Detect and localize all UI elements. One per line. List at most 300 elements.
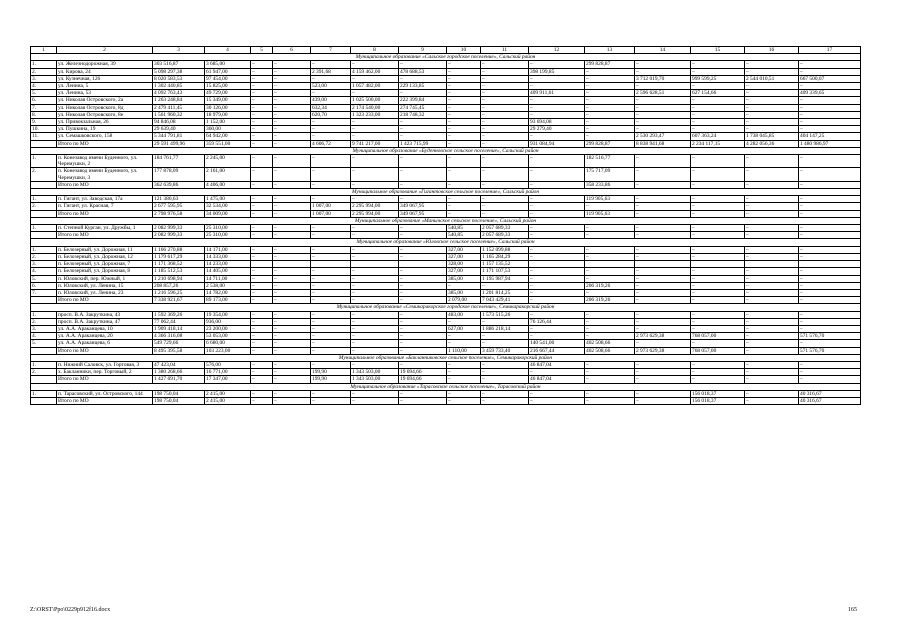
value-cell: 2 161,00: [205, 168, 251, 181]
value-cell: –: [251, 61, 273, 68]
value-cell: 402 508,66: [585, 340, 635, 347]
value-cell: –: [481, 376, 529, 383]
value-cell: –: [273, 104, 311, 111]
value-cell: 768 057,00: [691, 333, 745, 340]
value-cell: 4 606,72: [311, 140, 351, 147]
column-number-cell: 1: [31, 47, 57, 54]
value-cell: –: [745, 340, 799, 347]
value-cell: –: [311, 155, 351, 168]
value-cell: –: [481, 181, 529, 188]
value-cell: –: [351, 275, 399, 282]
value-cell: 2 174 540,00: [351, 104, 399, 111]
column-number-cell: 9: [399, 47, 447, 54]
value-cell: 540,85: [447, 232, 481, 239]
value-cell: –: [351, 133, 399, 140]
row-number-cell: [31, 210, 57, 217]
total-row: [31, 376, 861, 383]
value-cell: 47 423,04: [153, 361, 205, 368]
value-cell: –: [447, 68, 481, 75]
value-cell: –: [635, 126, 691, 133]
value-cell: 349 067,95: [399, 210, 447, 217]
value-cell: –: [799, 119, 861, 126]
address-cell: п. Юловский, ул. Ленина, 23: [57, 289, 153, 296]
value-cell: –: [745, 210, 799, 217]
value-cell: 632,34: [311, 104, 351, 111]
address-cell: ул. Железнодорожная, 39: [57, 61, 153, 68]
section-title-row: [31, 239, 861, 246]
value-cell: –: [251, 203, 273, 210]
value-cell: –: [399, 253, 447, 260]
value-cell: 49 729,00: [205, 90, 251, 97]
value-cell: –: [481, 133, 529, 140]
value-cell: –: [585, 90, 635, 97]
value-cell: 385,00: [447, 275, 481, 282]
table-row: [31, 253, 861, 260]
row-number-cell: 4.: [31, 83, 57, 90]
value-cell: –: [799, 275, 861, 282]
value-cell: –: [585, 119, 635, 126]
row-number-cell: 6.: [31, 97, 57, 104]
value-cell: –: [447, 333, 481, 340]
address-cell: Итого по МО: [57, 397, 153, 404]
value-cell: –: [481, 196, 529, 203]
value-cell: –: [311, 119, 351, 126]
value-cell: –: [251, 246, 273, 253]
value-cell: –: [447, 361, 481, 368]
value-cell: 1 263 248,84: [153, 97, 205, 104]
column-number-cell: 4: [205, 47, 251, 54]
value-cell: 119 905,63: [585, 196, 635, 203]
value-cell: 1 007,00: [311, 210, 351, 217]
value-cell: 2 295 994,00: [351, 210, 399, 217]
value-cell: –: [635, 289, 691, 296]
table-row: [31, 361, 861, 368]
value-cell: –: [799, 232, 861, 239]
table-row: [31, 119, 861, 126]
value-cell: 523,00: [311, 83, 351, 90]
value-cell: –: [251, 196, 273, 203]
value-cell: 119 905,63: [585, 210, 635, 217]
register-table: [30, 46, 861, 405]
column-number-cell: 8: [351, 47, 399, 54]
value-cell: –: [585, 68, 635, 75]
value-cell: 175 717,09: [585, 168, 635, 181]
value-cell: –: [481, 75, 529, 82]
value-cell: 5 344 791,81: [153, 133, 205, 140]
table-row: [31, 261, 861, 268]
value-cell: –: [481, 68, 529, 75]
value-cell: –: [691, 232, 745, 239]
value-cell: –: [251, 347, 273, 354]
row-number-cell: 9.: [31, 119, 57, 126]
value-cell: –: [399, 225, 447, 232]
value-cell: –: [585, 318, 635, 325]
value-cell: 1 343 503,00: [351, 376, 399, 383]
value-cell: –: [273, 97, 311, 104]
column-number-cell: 3: [153, 47, 205, 54]
address-cell: п. Конезавод имени Буденного, ул. Черемушки, 2: [57, 155, 153, 168]
value-cell: –: [351, 181, 399, 188]
value-cell: –: [635, 181, 691, 188]
value-cell: –: [635, 297, 691, 304]
value-cell: 3 685,00: [205, 61, 251, 68]
value-cell: –: [585, 126, 635, 133]
value-cell: –: [399, 268, 447, 275]
table-row: [31, 168, 861, 181]
value-cell: –: [399, 61, 447, 68]
address-cell: п. Нижний Саловск, ул. Гортовая, 3: [57, 361, 153, 368]
column-number-cell: 13: [585, 47, 635, 54]
value-cell: –: [585, 203, 635, 210]
value-cell: –: [745, 68, 799, 75]
value-cell: 2 538,00: [205, 282, 251, 289]
value-cell: –: [529, 253, 585, 260]
row-number-cell: 2.: [31, 68, 57, 75]
value-cell: –: [635, 369, 691, 376]
value-cell: –: [745, 397, 799, 404]
value-cell: 198 750,04: [153, 390, 205, 397]
value-cell: 1 157 135,52: [481, 261, 529, 268]
value-cell: –: [351, 119, 399, 126]
value-cell: –: [399, 155, 447, 168]
section-title: Муниципальное образование «Сальское городское поселение», Сальский район: [31, 54, 861, 61]
value-cell: –: [481, 119, 529, 126]
value-cell: 1 475,00: [205, 196, 251, 203]
value-cell: 1 195 987,94: [481, 275, 529, 282]
value-cell: –: [481, 155, 529, 168]
value-cell: 3 459 733,40: [481, 347, 529, 354]
value-cell: –: [447, 340, 481, 347]
value-cell: –: [251, 119, 273, 126]
section-title: Муниципальное образование «Юловское сельское поселение», Сальский район: [31, 239, 861, 246]
value-cell: –: [351, 75, 399, 82]
value-cell: 359 551,00: [205, 140, 251, 147]
table-row: [31, 196, 861, 203]
column-number-cell: 16: [745, 47, 799, 54]
value-cell: 23 200,00: [205, 325, 251, 332]
value-cell: –: [351, 61, 399, 68]
row-number-cell: 11.: [31, 133, 57, 140]
value-cell: –: [481, 203, 529, 210]
value-cell: –: [745, 275, 799, 282]
value-cell: –: [399, 289, 447, 296]
address-cell: п. Белозерный, ул. Дорожная, 8: [57, 268, 153, 275]
value-cell: 349 067,95: [399, 203, 447, 210]
value-cell: 19 694,66: [399, 369, 447, 376]
value-cell: –: [691, 126, 745, 133]
value-cell: –: [585, 253, 635, 260]
value-cell: 358 233,86: [585, 181, 635, 188]
value-cell: 1 165 284,29: [481, 253, 529, 260]
value-cell: –: [311, 196, 351, 203]
value-cell: –: [799, 376, 861, 383]
value-cell: –: [351, 325, 399, 332]
address-cell: Итого по МО: [57, 210, 153, 217]
value-cell: –: [799, 340, 861, 347]
value-cell: –: [745, 181, 799, 188]
value-cell: 1 302 440,85: [153, 83, 205, 90]
value-cell: –: [745, 390, 799, 397]
value-cell: –: [635, 311, 691, 318]
value-cell: –: [529, 275, 585, 282]
address-cell: п. Белозерный, ул. Дорожная, 11: [57, 246, 153, 253]
value-cell: 89 173,00: [205, 297, 251, 304]
section-title-row: [31, 147, 861, 154]
table-row: [31, 369, 861, 376]
value-cell: –: [399, 340, 447, 347]
table-row: [31, 268, 861, 275]
value-cell: –: [529, 369, 585, 376]
value-cell: 2 973 629,38: [635, 333, 691, 340]
value-cell: –: [481, 140, 529, 147]
total-row: [31, 181, 861, 188]
value-cell: –: [351, 253, 399, 260]
section-title-row: [31, 304, 861, 311]
value-cell: –: [585, 376, 635, 383]
value-cell: –: [691, 104, 745, 111]
value-cell: –: [635, 390, 691, 397]
value-cell: –: [691, 340, 745, 347]
value-cell: 4 092 763,43: [153, 90, 205, 97]
value-cell: –: [799, 97, 861, 104]
value-cell: [273, 261, 311, 268]
value-cell: –: [273, 318, 311, 325]
value-cell: –: [799, 297, 861, 304]
value-cell: 19 694,66: [399, 376, 447, 383]
row-number-cell: 1.: [31, 311, 57, 318]
row-number-cell: 5.: [31, 275, 57, 282]
value-cell: –: [251, 297, 273, 304]
value-cell: 571 576,70: [799, 347, 861, 354]
value-cell: –: [251, 126, 273, 133]
value-cell: –: [635, 397, 691, 404]
value-cell: 571 576,70: [799, 333, 861, 340]
value-cell: –: [691, 253, 745, 260]
value-cell: –: [273, 68, 311, 75]
value-cell: 607 363,24: [691, 133, 745, 140]
value-cell: –: [635, 61, 691, 68]
value-cell: 1 110,00: [447, 347, 481, 354]
value-cell: –: [745, 376, 799, 383]
value-cell: –: [399, 325, 447, 332]
value-cell: –: [691, 168, 745, 181]
table-row: [31, 133, 861, 140]
value-cell: 2 245,00: [205, 155, 251, 168]
value-cell: –: [311, 61, 351, 68]
table-row: [31, 111, 861, 118]
value-cell: –: [635, 168, 691, 181]
value-cell: –: [251, 68, 273, 75]
value-cell: 14 405,00: [205, 268, 251, 275]
table-row: [31, 340, 861, 347]
value-cell: –: [635, 253, 691, 260]
value-cell: –: [251, 133, 273, 140]
value-cell: 156 018,37: [691, 397, 745, 404]
table-row: [31, 75, 861, 82]
row-number-cell: 3.: [31, 261, 57, 268]
value-cell: –: [311, 75, 351, 82]
value-cell: 3 712 019,70: [635, 75, 691, 82]
value-cell: –: [251, 340, 273, 347]
value-cell: 2 415,00: [205, 390, 251, 397]
value-cell: –: [311, 361, 351, 368]
value-cell: –: [799, 168, 861, 181]
value-cell: 1 592 369,26: [153, 311, 205, 318]
value-cell: 2 295 994,00: [351, 203, 399, 210]
value-cell: –: [251, 75, 273, 82]
value-cell: –: [691, 111, 745, 118]
value-cell: –: [585, 104, 635, 111]
value-cell: –: [585, 397, 635, 404]
table-body: [31, 47, 861, 405]
value-cell: –: [351, 225, 399, 232]
value-cell: –: [273, 246, 311, 253]
value-cell: –: [399, 196, 447, 203]
value-cell: –: [311, 340, 351, 347]
address-cell: Итого по МО: [57, 297, 153, 304]
value-cell: –: [251, 289, 273, 296]
value-cell: –: [481, 83, 529, 90]
address-cell: Итого по МО: [57, 347, 153, 354]
value-cell: 549 729,66: [153, 340, 205, 347]
value-cell: –: [585, 97, 635, 104]
value-cell: –: [691, 68, 745, 75]
value-cell: –: [691, 203, 745, 210]
row-number-cell: 6.: [31, 282, 57, 289]
address-cell: ул. А.А. Араканцева, 20: [57, 333, 153, 340]
value-cell: –: [351, 196, 399, 203]
value-cell: 2 391,68: [311, 68, 351, 75]
value-cell: –: [251, 181, 273, 188]
section-title-row: [31, 354, 861, 361]
value-cell: –: [447, 203, 481, 210]
value-cell: –: [251, 369, 273, 376]
value-cell: 30 126,00: [205, 104, 251, 111]
value-cell: –: [585, 275, 635, 282]
row-number-cell: 8.: [31, 111, 57, 118]
value-cell: –: [745, 168, 799, 181]
value-cell: 1 427 691,70: [153, 376, 205, 383]
value-cell: 199,90: [311, 376, 351, 383]
value-cell: –: [447, 168, 481, 181]
address-cell: ул. Кузнечная, 126: [57, 75, 153, 82]
value-cell: –: [745, 119, 799, 126]
value-cell: [351, 261, 399, 268]
value-cell: –: [585, 390, 635, 397]
value-cell: 1 210 698,94: [153, 275, 205, 282]
value-cell: –: [745, 297, 799, 304]
value-cell: –: [273, 155, 311, 168]
table-row: [31, 104, 861, 111]
value-cell: –: [273, 133, 311, 140]
value-cell: 299 828,87: [585, 61, 635, 68]
value-cell: –: [273, 83, 311, 90]
value-cell: –: [745, 318, 799, 325]
register-sheet: [30, 46, 860, 405]
table-row: [31, 318, 861, 325]
value-cell: 2 234 117,15: [691, 140, 745, 147]
value-cell: –: [311, 311, 351, 318]
value-cell: –: [635, 119, 691, 126]
value-cell: –: [273, 203, 311, 210]
value-cell: –: [585, 133, 635, 140]
column-number-cell: 11: [481, 47, 529, 54]
value-cell: –: [251, 325, 273, 332]
address-cell: п. Степной Курган, ул. Дружбы, 1: [57, 225, 153, 232]
value-cell: 182 516,77: [585, 155, 635, 168]
value-cell: 14 233,00: [205, 261, 251, 268]
value-cell: –: [691, 282, 745, 289]
column-number-cell: 10: [447, 47, 481, 54]
value-cell: –: [311, 325, 351, 332]
table-row: [31, 90, 861, 97]
value-cell: –: [745, 289, 799, 296]
address-cell: п. Юловский, пер. Южный, 1: [57, 275, 153, 282]
value-cell: –: [311, 289, 351, 296]
value-cell: –: [481, 397, 529, 404]
value-cell: –: [447, 75, 481, 82]
value-cell: –: [351, 318, 399, 325]
address-cell: Итого по МО: [57, 140, 153, 147]
value-cell: –: [799, 68, 861, 75]
value-cell: 627 154,66: [691, 90, 745, 97]
value-cell: –: [745, 333, 799, 340]
row-number-cell: 1.: [31, 390, 57, 397]
value-cell: –: [447, 390, 481, 397]
table-row: [31, 275, 861, 282]
value-cell: –: [481, 333, 529, 340]
value-cell: –: [251, 333, 273, 340]
value-cell: –: [447, 104, 481, 111]
value-cell: –: [251, 397, 273, 404]
value-cell: 14 711,00: [205, 275, 251, 282]
value-cell: –: [447, 397, 481, 404]
value-cell: –: [529, 390, 585, 397]
value-cell: –: [529, 289, 585, 296]
value-cell: –: [745, 311, 799, 318]
value-cell: –: [691, 369, 745, 376]
value-cell: 184 761,77: [153, 155, 205, 168]
value-cell: –: [691, 225, 745, 232]
value-cell: 2 057 689,33: [481, 225, 529, 232]
value-cell: –: [799, 104, 861, 111]
value-cell: –: [799, 126, 861, 133]
value-cell: 667 500,07: [799, 75, 861, 82]
value-cell: –: [311, 268, 351, 275]
value-cell: –: [635, 68, 691, 75]
value-cell: 40 316,67: [799, 397, 861, 404]
address-cell: ул. А.А. Араканцева, 6: [57, 340, 153, 347]
value-cell: –: [251, 97, 273, 104]
value-cell: –: [447, 196, 481, 203]
address-cell: п. Конезавод имени Буденного, ул. Черемушки, 3: [57, 168, 153, 181]
value-cell: 1 152 099,88: [481, 246, 529, 253]
value-cell: –: [529, 268, 585, 275]
value-cell: –: [745, 325, 799, 332]
value-cell: –: [691, 97, 745, 104]
value-cell: –: [311, 168, 351, 181]
value-cell: –: [481, 210, 529, 217]
value-cell: –: [273, 232, 311, 239]
value-cell: 404 147,25: [799, 133, 861, 140]
value-cell: –: [745, 369, 799, 376]
value-cell: –: [635, 155, 691, 168]
value-cell: 1 201 814,25: [481, 289, 529, 296]
value-cell: –: [691, 318, 745, 325]
value-cell: –: [799, 311, 861, 318]
value-cell: –: [529, 181, 585, 188]
value-cell: –: [399, 397, 447, 404]
